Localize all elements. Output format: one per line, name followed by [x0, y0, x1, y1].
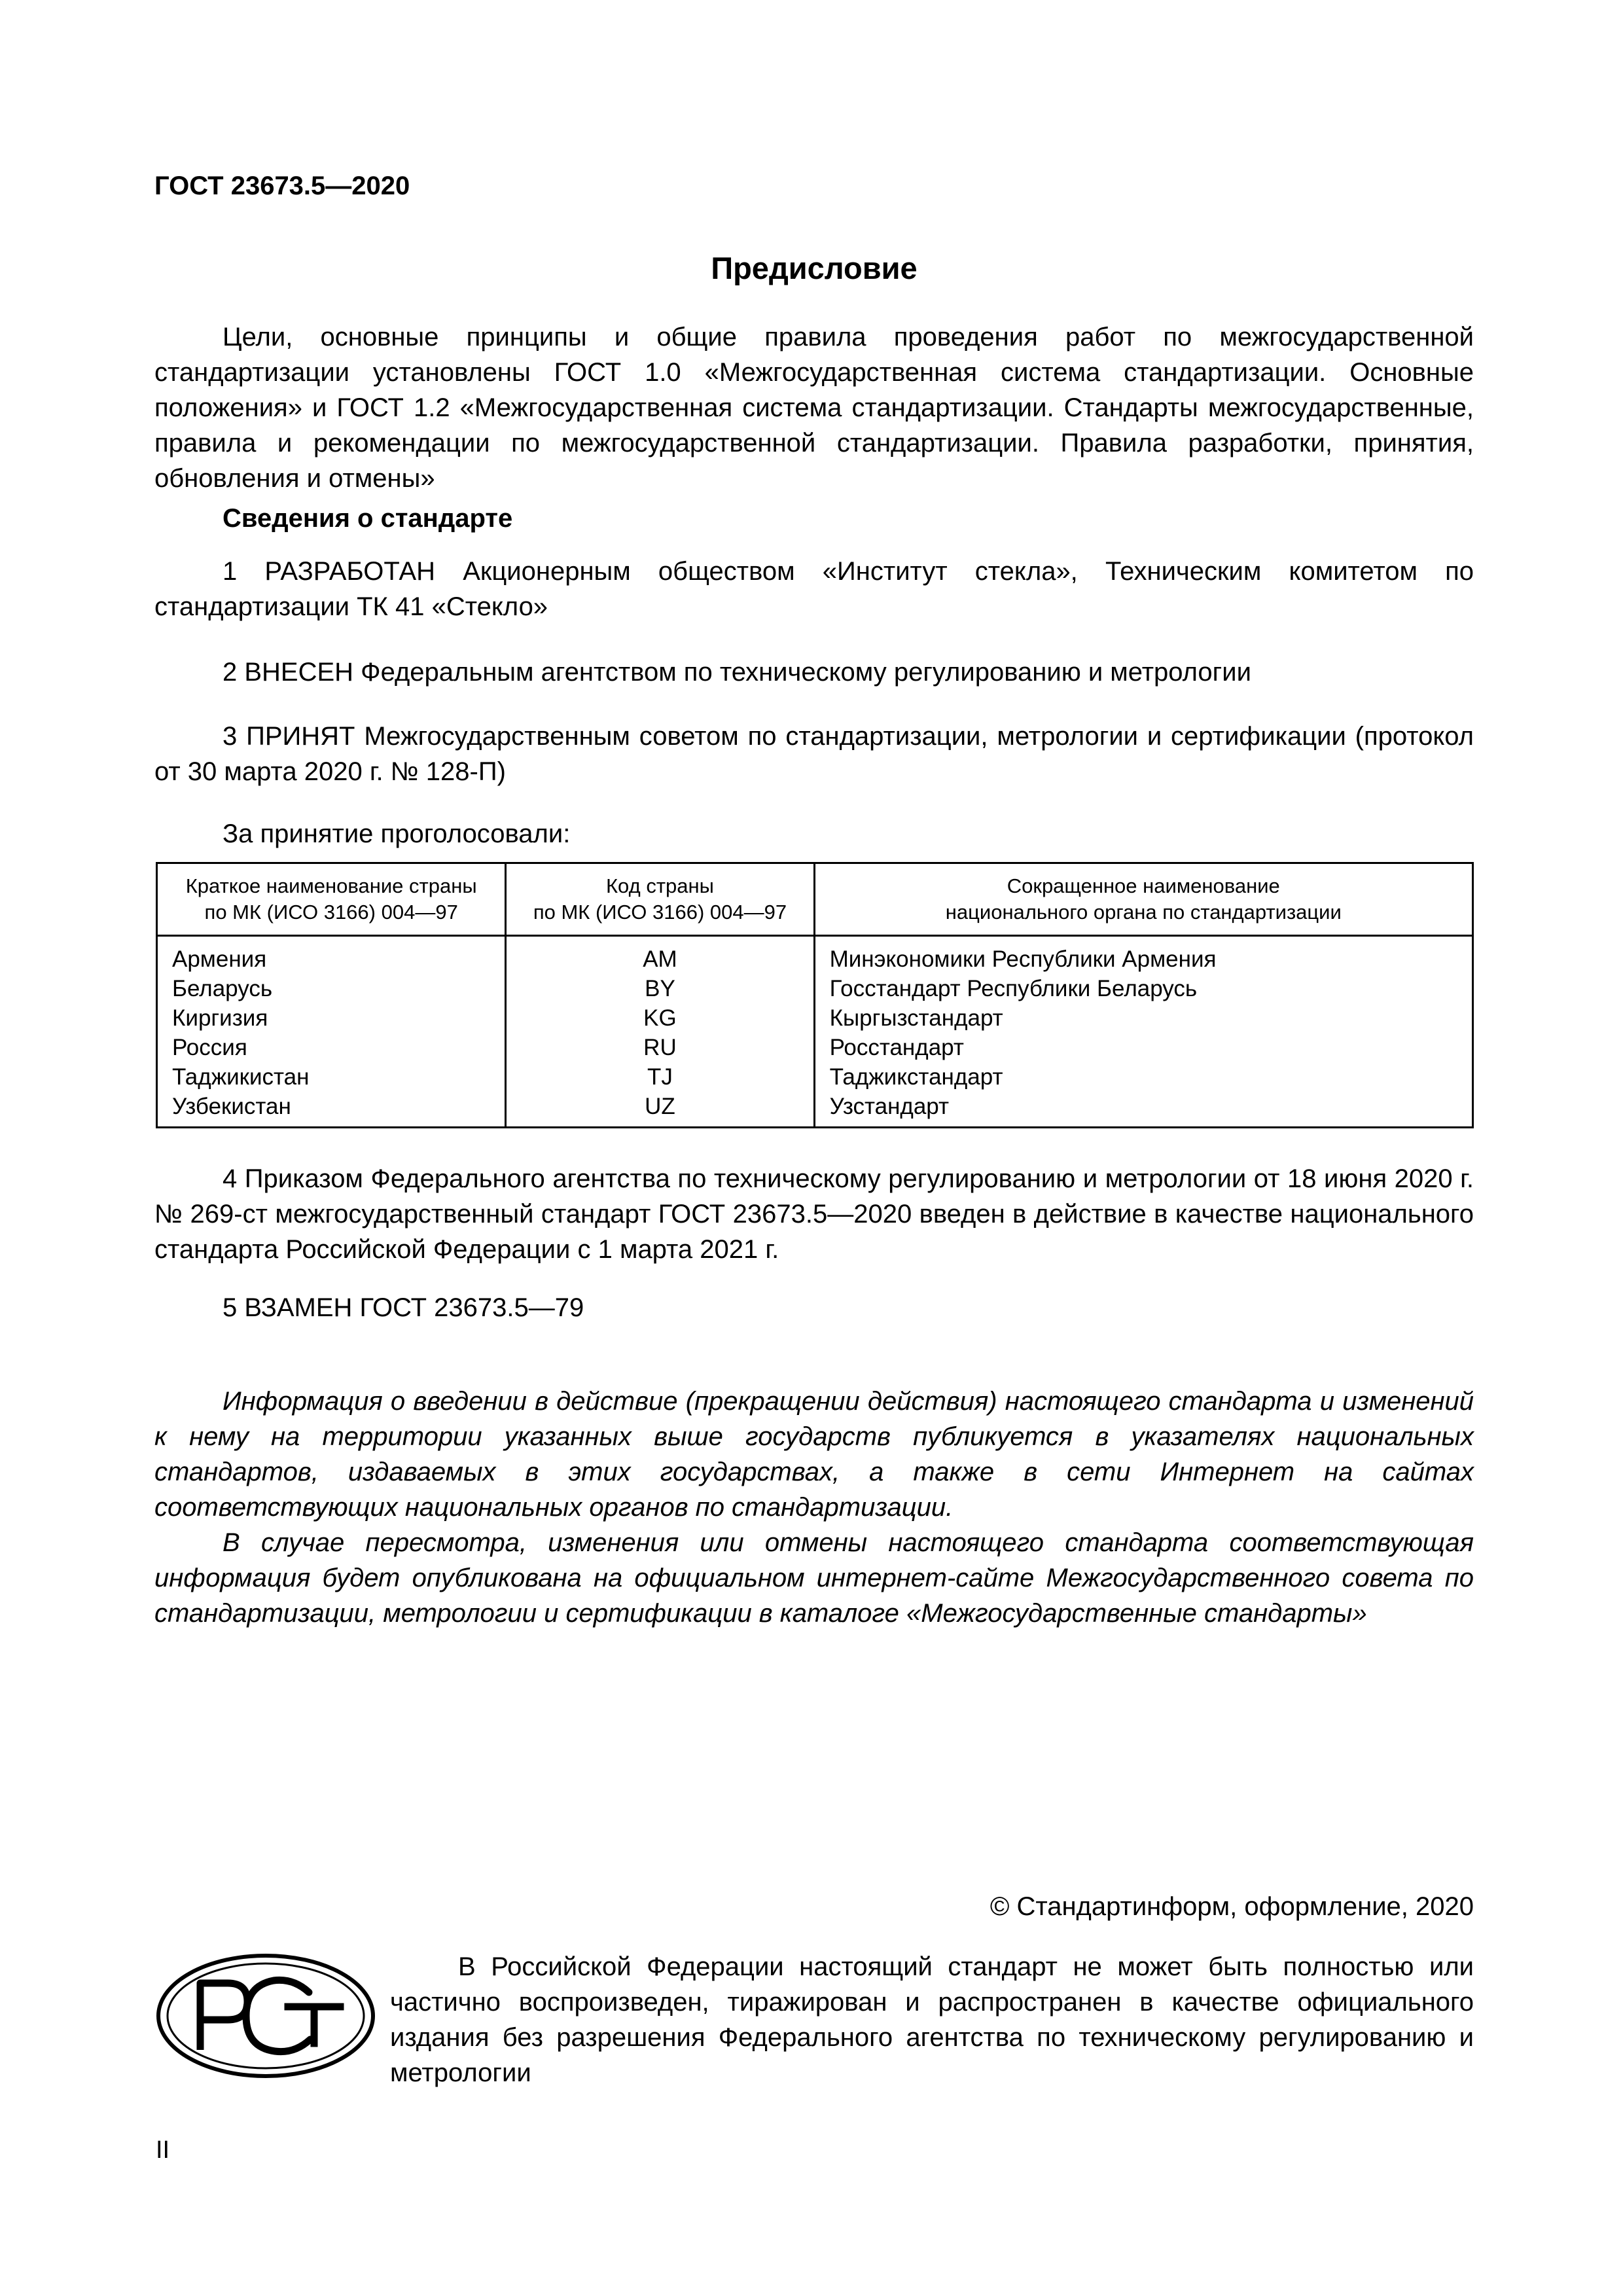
- header-line: по МК (ИСО 3166) 004—97: [204, 901, 458, 924]
- table-header-row: [157, 863, 1473, 936]
- table-row: [157, 1062, 1473, 1092]
- info-item-replaces: 5 ВЗАМЕН ГОСТ 23673.5—79: [223, 1293, 584, 1322]
- header-line: национального органа по стандартизации: [945, 901, 1342, 924]
- page-number: II: [156, 2136, 170, 2164]
- page-title: Предисловие: [711, 251, 918, 285]
- body-cell: Минэкономики Республики Армения: [814, 936, 1472, 975]
- country-cell: Армения: [157, 936, 506, 975]
- code-cell: RU: [506, 1033, 814, 1062]
- code-cell: KG: [506, 1003, 814, 1033]
- table-row: [157, 1033, 1473, 1062]
- info-item-enacted: 4 Приказом Федерального агентства по техническому регулированию и метрологии от 18 июня 2020 г. № 269-ст межгосударственный стандарт ГОСТ 23673.5—2020 введен в действие в качестве национального стандарта Российской Федерации с 1 марта 2021 г.: [154, 1164, 1474, 1264]
- code-cell: AM: [506, 936, 814, 975]
- header-line: Код страны: [606, 874, 714, 897]
- table-row: [157, 1003, 1473, 1033]
- code-cell: BY: [506, 974, 814, 1003]
- body-cell: Таджикстандарт: [814, 1062, 1472, 1092]
- voting-countries-table: [156, 862, 1474, 1128]
- document-code: ГОСТ 23673.5—2020: [154, 171, 410, 200]
- column-header-code: [506, 863, 814, 936]
- country-cell: Беларусь: [157, 974, 506, 1003]
- note-paragraph: В случае пересмотра, изменения или отмены настоящего стандарта соответствующая информация будет опубликована на официальном интернет-сайте Межгосударственного совета по стандартизации, метрологии и сертификации в каталоге «Межгосударственные стандарты»: [154, 1528, 1474, 1628]
- rst-emblem-icon: [154, 1952, 377, 2080]
- country-cell: Россия: [157, 1033, 506, 1062]
- standard-info-heading: Сведения о стандарте: [223, 504, 513, 533]
- country-cell: Узбекистан: [157, 1092, 506, 1128]
- copyright-line: © Стандартинформ, оформление, 2020: [990, 1892, 1474, 1921]
- column-header-country: [157, 863, 506, 936]
- body-cell: Кыргызстандарт: [814, 1003, 1472, 1033]
- intro-paragraph: Цели, основные принципы и общие правила проведения работ по межгосударственной стандартизации установлены ГОСТ 1.0 «Межгосударственная система стандартизации. Основные положения» и ГОСТ 1.2 «Межгосударственная система стандартизации. Стандарты межгосударственные, правила и рекомендации по межгосударственной стандартизации. Правила разработки, принятия, обновления и отмены»: [154, 323, 1474, 493]
- body-cell: Госстандарт Республики Беларусь: [814, 974, 1472, 1003]
- body-cell: Узстандарт: [814, 1092, 1472, 1128]
- rights-notice: В Российской Федерации настоящий стандарт не может быть полностью или частично воспроизведен, тиражирован и распространен в качестве официального издания без разрешения Федерального агентства по техническому регулированию и метрологии: [390, 1952, 1474, 2087]
- table-row: [157, 936, 1473, 975]
- header-line: по МК (ИСО 3166) 004—97: [533, 901, 787, 924]
- voted-label: За принятие проголосовали:: [223, 819, 571, 848]
- code-cell: UZ: [506, 1092, 814, 1128]
- header-line: Краткое наименование страны: [185, 874, 477, 897]
- publication-note: [154, 1384, 1474, 1631]
- header-line: Сокращенное наименование: [1007, 874, 1280, 897]
- info-item-submitted: 2 ВНЕСЕН Федеральным агентством по техническому регулированию и метрологии: [223, 658, 1251, 687]
- table-row: [157, 974, 1473, 1003]
- info-item-developed: 1 РАЗРАБОТАН Акционерным обществом «Институт стекла», Техническим комитетом по стандартизации ТК 41 «Стекло»: [154, 557, 1474, 621]
- country-cell: Таджикистан: [157, 1062, 506, 1092]
- info-item-adopted: 3 ПРИНЯТ Межгосударственным советом по стандартизации, метрологии и сертификации (протокол от 30 марта 2020 г. № 128-П): [154, 722, 1474, 786]
- code-cell: TJ: [506, 1062, 814, 1092]
- body-cell: Росстандарт: [814, 1033, 1472, 1062]
- note-paragraph: Информация о введении в действие (прекращении действия) настоящего стандарта и изменений к нему на территории указанных выше государств публикуется в указателях национальных стандартов, издаваемых в этих государствах, а также в сети Интернет на сайтах соответствующих национальных органов по стандартизации.: [154, 1387, 1474, 1522]
- column-header-body: [814, 863, 1472, 936]
- country-cell: Киргизия: [157, 1003, 506, 1033]
- table-row: [157, 1092, 1473, 1128]
